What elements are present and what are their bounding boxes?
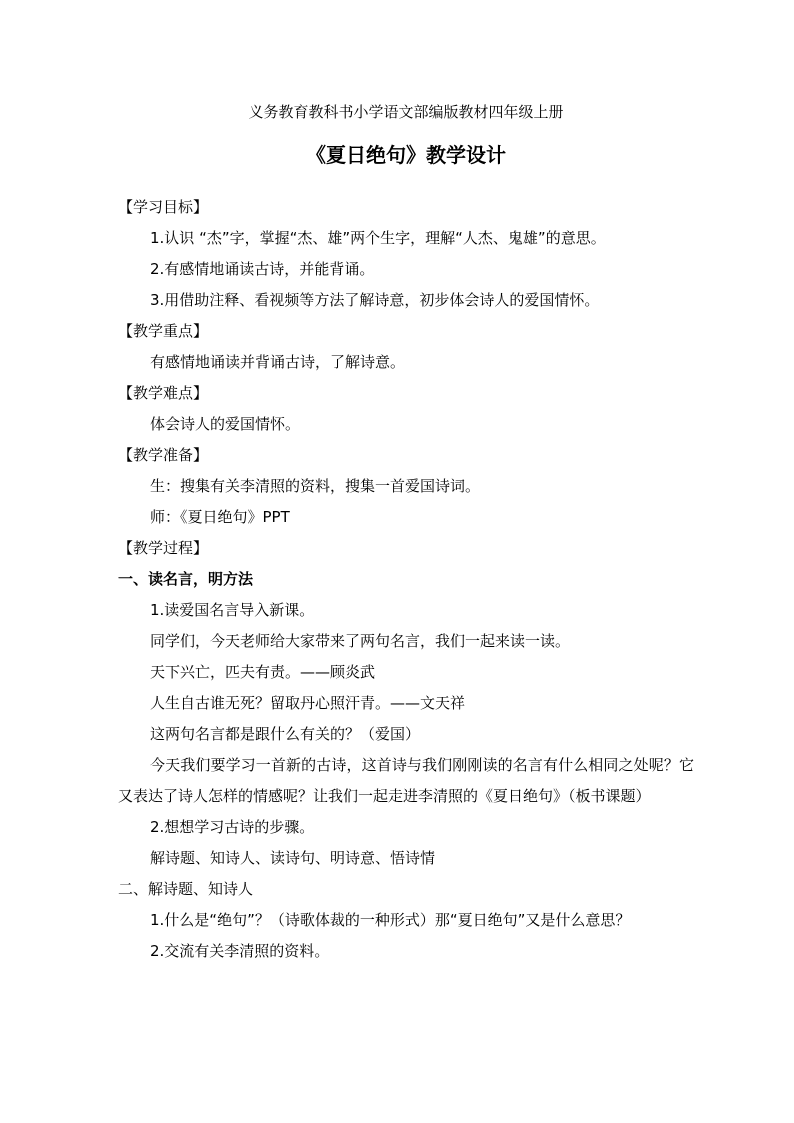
preparation-teacher: 师：《夏日绝句》PPT <box>150 508 290 526</box>
section-heading-objectives: 【学习目标】 <box>118 198 209 216</box>
section-heading-process: 【教学过程】 <box>118 539 209 557</box>
section-heading-difficulties: 【教学难点】 <box>118 384 209 402</box>
process-line: 同学们，今天老师给大家带来了两句名言，我们一起来读一读。 <box>150 632 571 650</box>
section-heading-key-points: 【教学重点】 <box>118 322 209 340</box>
preparation-student: 生：搜集有关李清照的资料，搜集一首爱国诗词。 <box>150 477 481 495</box>
objective-item-2: 2.有感情地诵读古诗，并能背诵。 <box>150 260 375 278</box>
document-subtitle: 义务教育教科书小学语文部编版教材四年级上册 <box>248 103 564 121</box>
document-title: 《夏日绝句》教学设计 <box>306 143 506 167</box>
objective-item-1: 1.认识 “杰”字，掌握“杰、雄”两个生字，理解“人杰、鬼雄”的意思。 <box>150 229 606 247</box>
key-points-text: 有感情地诵读并背诵古诗，了解诗意。 <box>150 353 406 371</box>
process-line: 这两句名言都是跟什么有关的？（爱国） <box>150 725 421 743</box>
quote-line-2: 人生自古谁无死？留取丹心照汗青。——文天祥 <box>150 694 466 712</box>
process-line: 2.想想学习古诗的步骤。 <box>150 818 315 836</box>
process-line: 2.交流有关李清照的资料。 <box>150 942 330 960</box>
process-line: 1.读爱国名言导入新课。 <box>150 601 315 619</box>
section-heading-preparation: 【教学准备】 <box>118 446 209 464</box>
process-paragraph: 今天我们要学习一首新的古诗，这首诗与我们刚刚读的名言有什么相同之处呢？它又表达了诗人怎样的情感呢？让我们一起走进李清照的《夏日绝句》（板书课题） <box>118 756 694 805</box>
process-line: 1.什么是“绝句”？（诗歌体裁的一种形式）那“夏日绝句”又是什么意思？ <box>150 911 631 929</box>
process-step-1-heading: 一、读名言，明方法 <box>118 570 254 588</box>
quote-line-1: 天下兴亡，匹夫有责。——顾炎武 <box>150 663 376 681</box>
process-line: 解诗题、知诗人、读诗句、明诗意、悟诗情 <box>150 849 436 867</box>
process-step-2-heading: 二、解诗题、知诗人 <box>118 880 254 898</box>
objective-item-3: 3.用借助注释、看视频等方法了解诗意，初步体会诗人的爱国情怀。 <box>150 291 600 309</box>
difficulties-text: 体会诗人的爱国情怀。 <box>150 415 301 433</box>
